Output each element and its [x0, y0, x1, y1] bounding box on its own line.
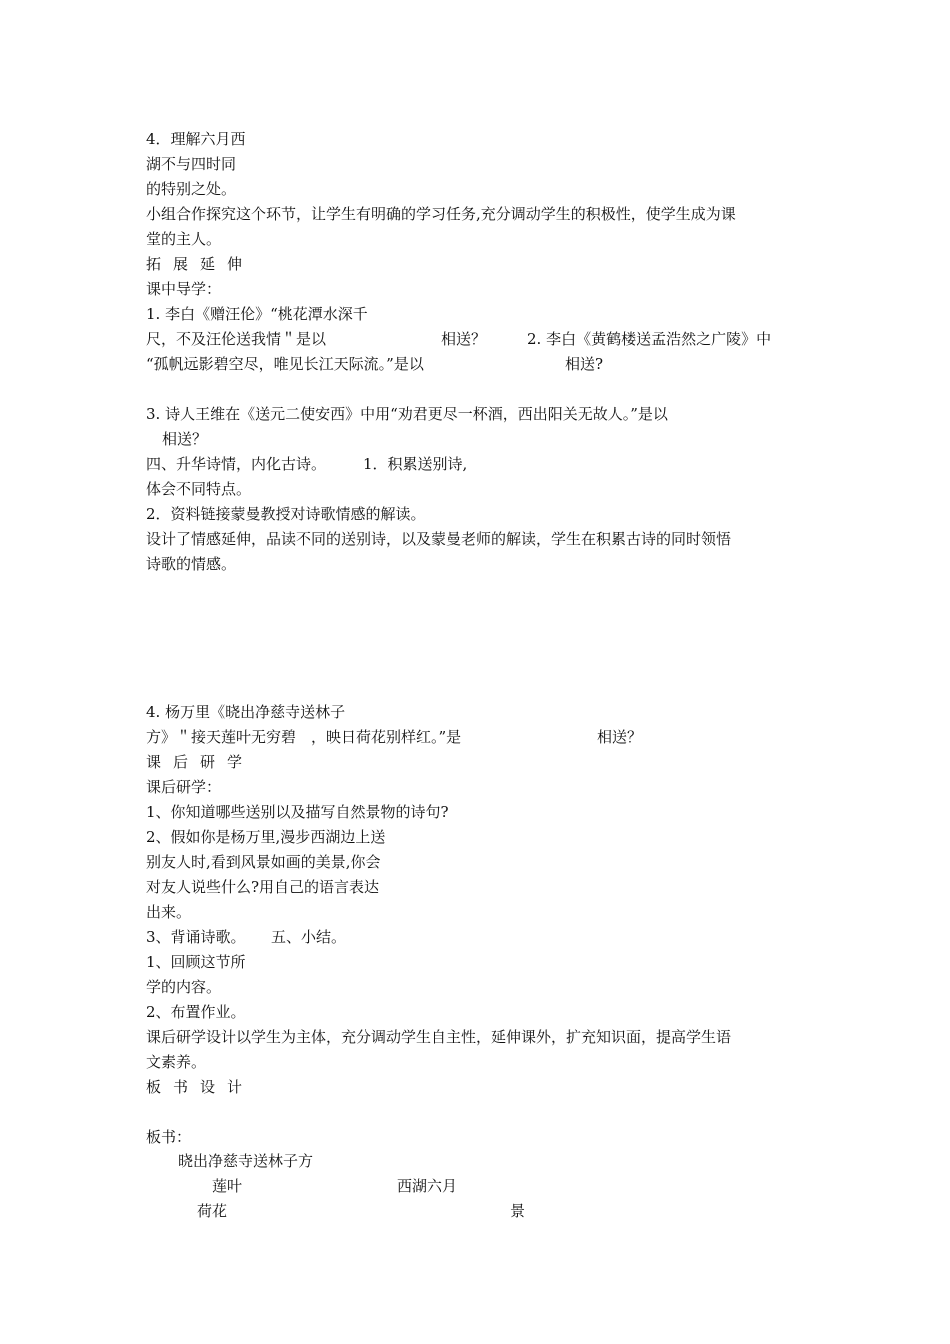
text-line: 课中导学：	[146, 280, 222, 298]
text-line: 1、回顾这节所	[146, 953, 246, 971]
text-line: 湖不与四时同	[146, 155, 237, 173]
text-line: 相送？	[441, 330, 487, 348]
text-line: 相送?	[565, 355, 604, 373]
board-title: 晓出净慈寺送林子方	[178, 1152, 314, 1170]
text-line: 小组合作探究这个环节，让学生有明确的学习任务,充分调动学生的积极性，使学生成为课	[146, 205, 736, 223]
text-line: 2、假如你是杨万里,漫步西湖边上送	[146, 828, 386, 846]
board-item: 西湖六月	[397, 1177, 458, 1195]
text-line: 1．积累送别诗,	[363, 455, 468, 473]
text-line: 学的内容。	[146, 978, 222, 996]
text-line: 四、升华诗情，内化古诗。	[146, 455, 327, 473]
text-line: 五、小结。	[271, 928, 347, 946]
text-line: 出来。	[146, 903, 192, 921]
board-item: 景	[510, 1202, 526, 1220]
text-line: 2．资料链接蒙曼教授对诗歌情感的解读。	[146, 505, 426, 523]
text-line: 4. 杨万里《晓出净慈寺送林子	[146, 703, 346, 721]
board-item: 莲叶	[212, 1177, 243, 1195]
text-line: 相送？	[162, 430, 208, 448]
section-heading: 拓展延伸	[146, 255, 255, 273]
text-line: 2、布置作业。	[146, 1003, 246, 1021]
text-line: 1. 李白《赠汪伦》“桃花潭水深千	[146, 305, 368, 323]
text-line: “孤帆远影碧空尽，唯见长江天际流。”是以	[146, 355, 424, 373]
text-line: 课后研学：	[146, 778, 222, 796]
text-line: 的特别之处。	[146, 180, 237, 198]
text-line: 2. 李白《黄鹤楼送孟浩然之广陵》中	[527, 330, 772, 348]
text-line: 别友人时,看到风景如画的美景,你会	[146, 853, 381, 871]
text-line: 课后研学设计以学生为主体，充分调动学生自主性，延伸课外，扩充知识面，提高学生语	[146, 1028, 732, 1046]
text-line: 板书：	[146, 1128, 192, 1146]
section-heading: 课后研学	[146, 753, 255, 771]
text-line: 堂的主人。	[146, 230, 222, 248]
text-line: 诗歌的情感。	[146, 555, 237, 573]
text-line: 对友人说些什么?用自己的语言表达	[146, 878, 380, 896]
text-line: 3. 诗人王维在《送元二使安西》中用“劝君更尽一杯酒，西出阳关无故人。”是以	[146, 405, 668, 423]
text-line: 体会不同特点。	[146, 480, 252, 498]
text-line: 尺，不及汪伦送我情＂是以	[146, 330, 327, 348]
text-line: 设计了情感延伸，品读不同的送别诗，以及蒙曼老师的解读，学生在积累古诗的同时领悟	[146, 530, 732, 548]
text-line: 相送？	[597, 728, 643, 746]
section-heading: 板书设计	[146, 1078, 255, 1096]
text-line: 3、背诵诗歌。	[146, 928, 246, 946]
text-line: 文素养。	[146, 1053, 207, 1071]
text-line: 4．理解六月西	[146, 130, 246, 148]
text-line: 1、你知道哪些送别以及描写自然景物的诗句?	[146, 803, 449, 821]
board-item: 荷花	[197, 1202, 228, 1220]
text-line: 方》＂接天莲叶无穷碧 ，映日荷花别样红。”是	[146, 728, 462, 746]
